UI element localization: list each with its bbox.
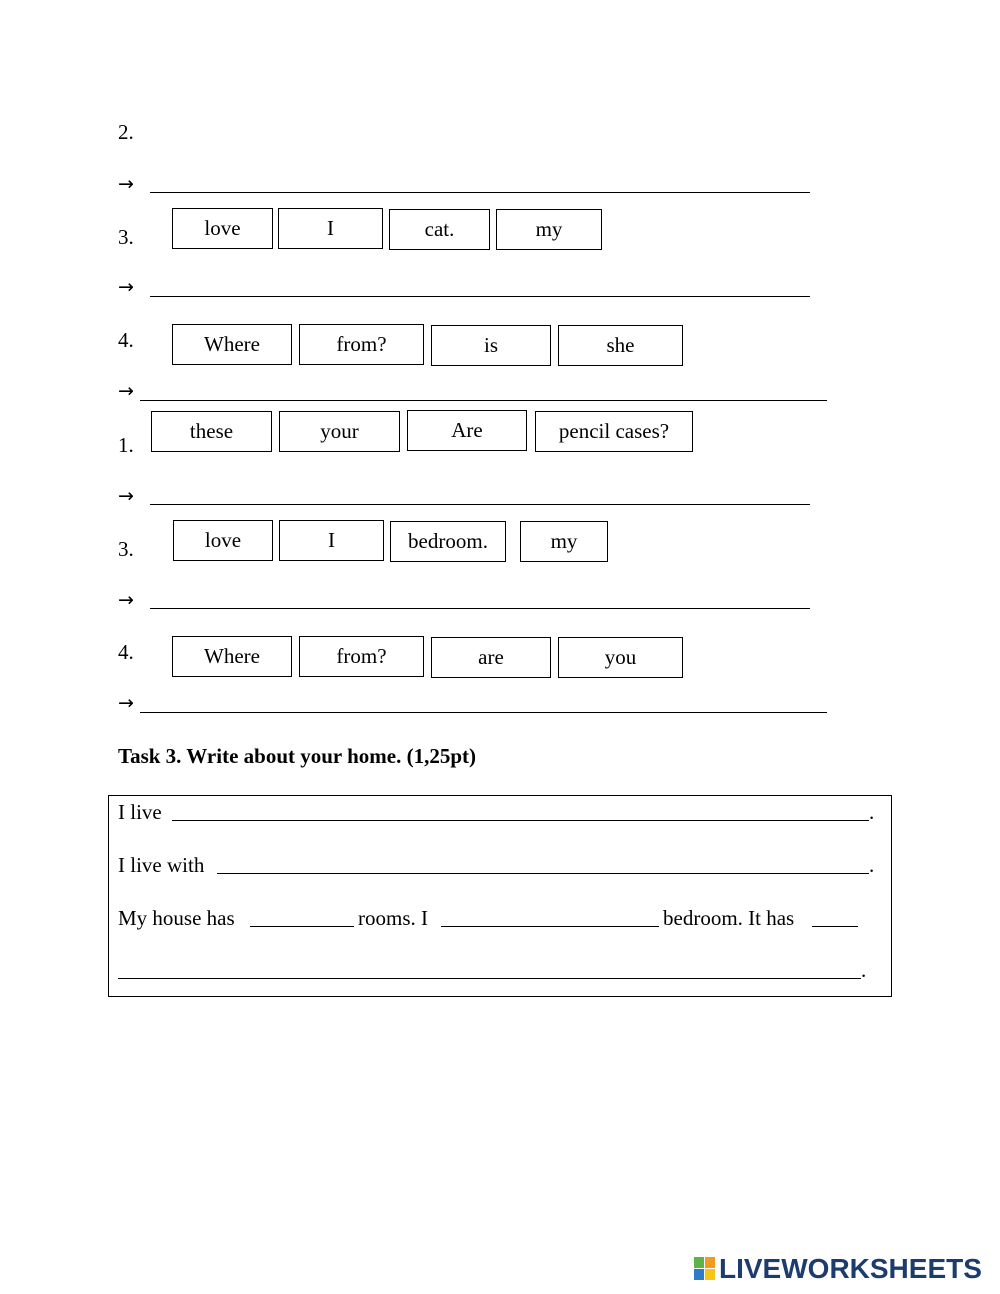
arrow-icon: → [118, 692, 134, 714]
answer-line[interactable] [140, 400, 827, 401]
word-card[interactable]: love [172, 208, 273, 249]
liveworksheets-logo [694, 1253, 982, 1285]
item-number: 3. [118, 537, 134, 561]
word-card[interactable]: bedroom. [390, 521, 506, 562]
answer-line[interactable] [441, 926, 659, 927]
answer-line[interactable] [150, 296, 810, 297]
word-card[interactable]: Where [172, 636, 292, 677]
arrow-icon: → [118, 589, 134, 611]
item-number: 3. [118, 225, 134, 249]
answer-line[interactable] [150, 608, 810, 609]
word-card[interactable]: from? [299, 636, 424, 677]
word-card[interactable]: you [558, 637, 683, 678]
answer-line[interactable] [118, 978, 861, 979]
answer-line[interactable] [250, 926, 354, 927]
answer-line[interactable] [172, 820, 869, 821]
word-card[interactable]: my [496, 209, 602, 250]
word-card[interactable]: are [431, 637, 551, 678]
item-number: 1. [118, 433, 134, 457]
item-number: 4. [118, 328, 134, 352]
line-label: bedroom. It has [663, 906, 795, 930]
answer-line[interactable] [217, 873, 869, 874]
answer-line[interactable] [150, 192, 810, 193]
word-card[interactable]: she [558, 325, 683, 366]
logo-mark-icon [694, 1257, 716, 1281]
word-card[interactable]: love [173, 520, 273, 561]
word-card[interactable]: cat. [389, 209, 490, 250]
answer-line[interactable] [140, 712, 827, 713]
writing-box [108, 795, 892, 997]
word-card[interactable]: pencil cases? [535, 411, 693, 452]
arrow-icon: → [118, 276, 134, 298]
line-label: My house has [118, 906, 235, 930]
answer-line[interactable] [150, 504, 810, 505]
word-card[interactable]: these [151, 411, 272, 452]
line-period: . [869, 800, 875, 824]
line-period: . [861, 958, 867, 982]
line-label: rooms. I [358, 906, 428, 930]
line-label: I live [118, 800, 162, 824]
logo-text: LIVEWORKSHEETS [719, 1253, 982, 1284]
word-card[interactable]: I [278, 208, 383, 249]
word-card[interactable]: Where [172, 324, 292, 365]
word-card[interactable]: I [279, 520, 384, 561]
word-card[interactable]: is [431, 325, 551, 366]
task-title: Task 3. Write about your home. (1,25pt) [118, 744, 477, 768]
word-card[interactable]: my [520, 521, 608, 562]
item-number: 4. [118, 640, 134, 664]
answer-line[interactable] [812, 926, 858, 927]
arrow-icon: → [118, 173, 134, 195]
word-card[interactable]: your [279, 411, 400, 452]
arrow-icon: → [118, 485, 134, 507]
item-number: 2. [118, 120, 134, 144]
line-period: . [869, 853, 875, 877]
arrow-icon: → [118, 380, 134, 402]
word-card[interactable]: from? [299, 324, 424, 365]
word-card[interactable]: Are [407, 410, 527, 451]
line-label: I live with [118, 853, 205, 877]
